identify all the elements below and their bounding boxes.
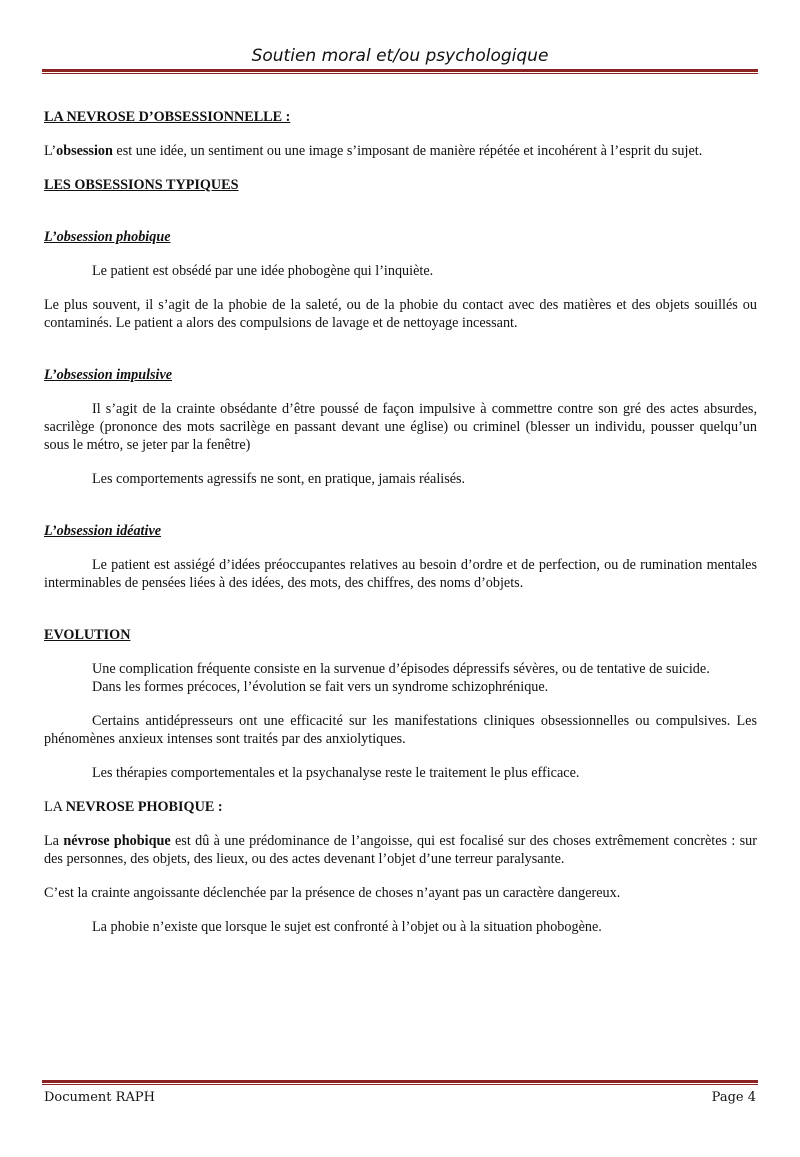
heading-nevrose-obsessionnelle: LA NEVROSE D’OBSESSIONNELLE : <box>44 109 291 125</box>
paragraph-ideative-1: Le patient est assiégé d’idées préoccupantes relatives au besoin d’ordre et de perfection, ou de rumination mentales interminables de pensées liées à des idées, des mots, des chiffres, des noms d’objets. <box>44 557 757 591</box>
header-divider <box>42 69 758 74</box>
paragraph-evolution-2: Certains antidépresseurs ont une efficacité sur les manifestations cliniques obsessionnelles ou compulsives. Les phénomènes anxieux intenses sont traités par des anxiolytiques. <box>44 713 757 747</box>
paragraph-phobique-crainte: C’est la crainte angoissante déclenchée par la présence de choses n’ayant pas un caractère dangereux. <box>44 885 621 901</box>
footer-document-name: Document RAPH <box>44 1090 155 1105</box>
footer-page-number: Page 4 <box>711 1090 756 1105</box>
paragraph-impulsive-2: Les comportements agressifs ne sont, en pratique, jamais réalisés. <box>92 471 466 487</box>
paragraph-obsession-definition: L’obsession est une idée, un sentiment ou une image s’imposant de manière répétée et incohérent à l’esprit du sujet. <box>44 143 703 159</box>
paragraph-impulsive-1: Il s’agit de la crainte obsédante d’être poussé de façon impulsive à commettre contre son gré des actes absurdes, sacrilège (prononce des mots sacrilège en passant devant une église) ou criminel (blesser un individu, pousser quelqu’un sous le métro, se jeter par la fenêtre) <box>44 401 757 453</box>
paragraph-phobique-1: Le patient est obsédé par une idée phobogène qui l’inquiète. <box>92 263 434 279</box>
paragraph-evolution-1: Une complication fréquente consiste en la survenue d’épisodes dépressifs sévères, ou de tentative de suicide. <box>92 661 710 677</box>
footer-divider <box>42 1080 758 1085</box>
heading-nevrose-phobique: LA NEVROSE PHOBIQUE : <box>44 799 223 815</box>
subheading-obsession-phobique: L’obsession phobique <box>44 229 171 245</box>
paragraph-evolution-1b: Dans les formes précoces, l’évolution se fait vers un syndrome schizophrénique. <box>92 679 549 695</box>
paragraph-phobique-2: Le plus souvent, il s’agit de la phobie de la saleté, ou de la phobie du contact avec des matières et des objets souillés ou contaminés. Le patient a alors des compulsions de lavage et de nettoyage incessant. <box>44 297 757 331</box>
page-header-title: Soutien moral et/ou psychologique <box>251 46 549 66</box>
paragraph-evolution-3: Les thérapies comportementales et la psychanalyse reste le traitement le plus efficace. <box>92 765 580 781</box>
heading-evolution: EVOLUTION <box>44 627 131 643</box>
document-body <box>44 108 757 936</box>
heading-obsessions-typiques: LES OBSESSIONS TYPIQUES <box>44 177 239 193</box>
paragraph-phobique-definition: La névrose phobique est dû à une prédominance de l’angoisse, qui est focalisé sur des choses extrêmement concrètes : sur des personnes, des objets, des lieux, ou des actes devenant l’objet d’une terreur paralysante. <box>44 833 757 867</box>
paragraph-phobique-existe: La phobie n’existe que lorsque le sujet est confronté à l’objet ou à la situation phobogène. <box>92 919 602 935</box>
subheading-obsession-impulsive: L’obsession impulsive <box>44 367 173 383</box>
subheading-obsession-ideative: L’obsession idéative <box>44 523 162 539</box>
